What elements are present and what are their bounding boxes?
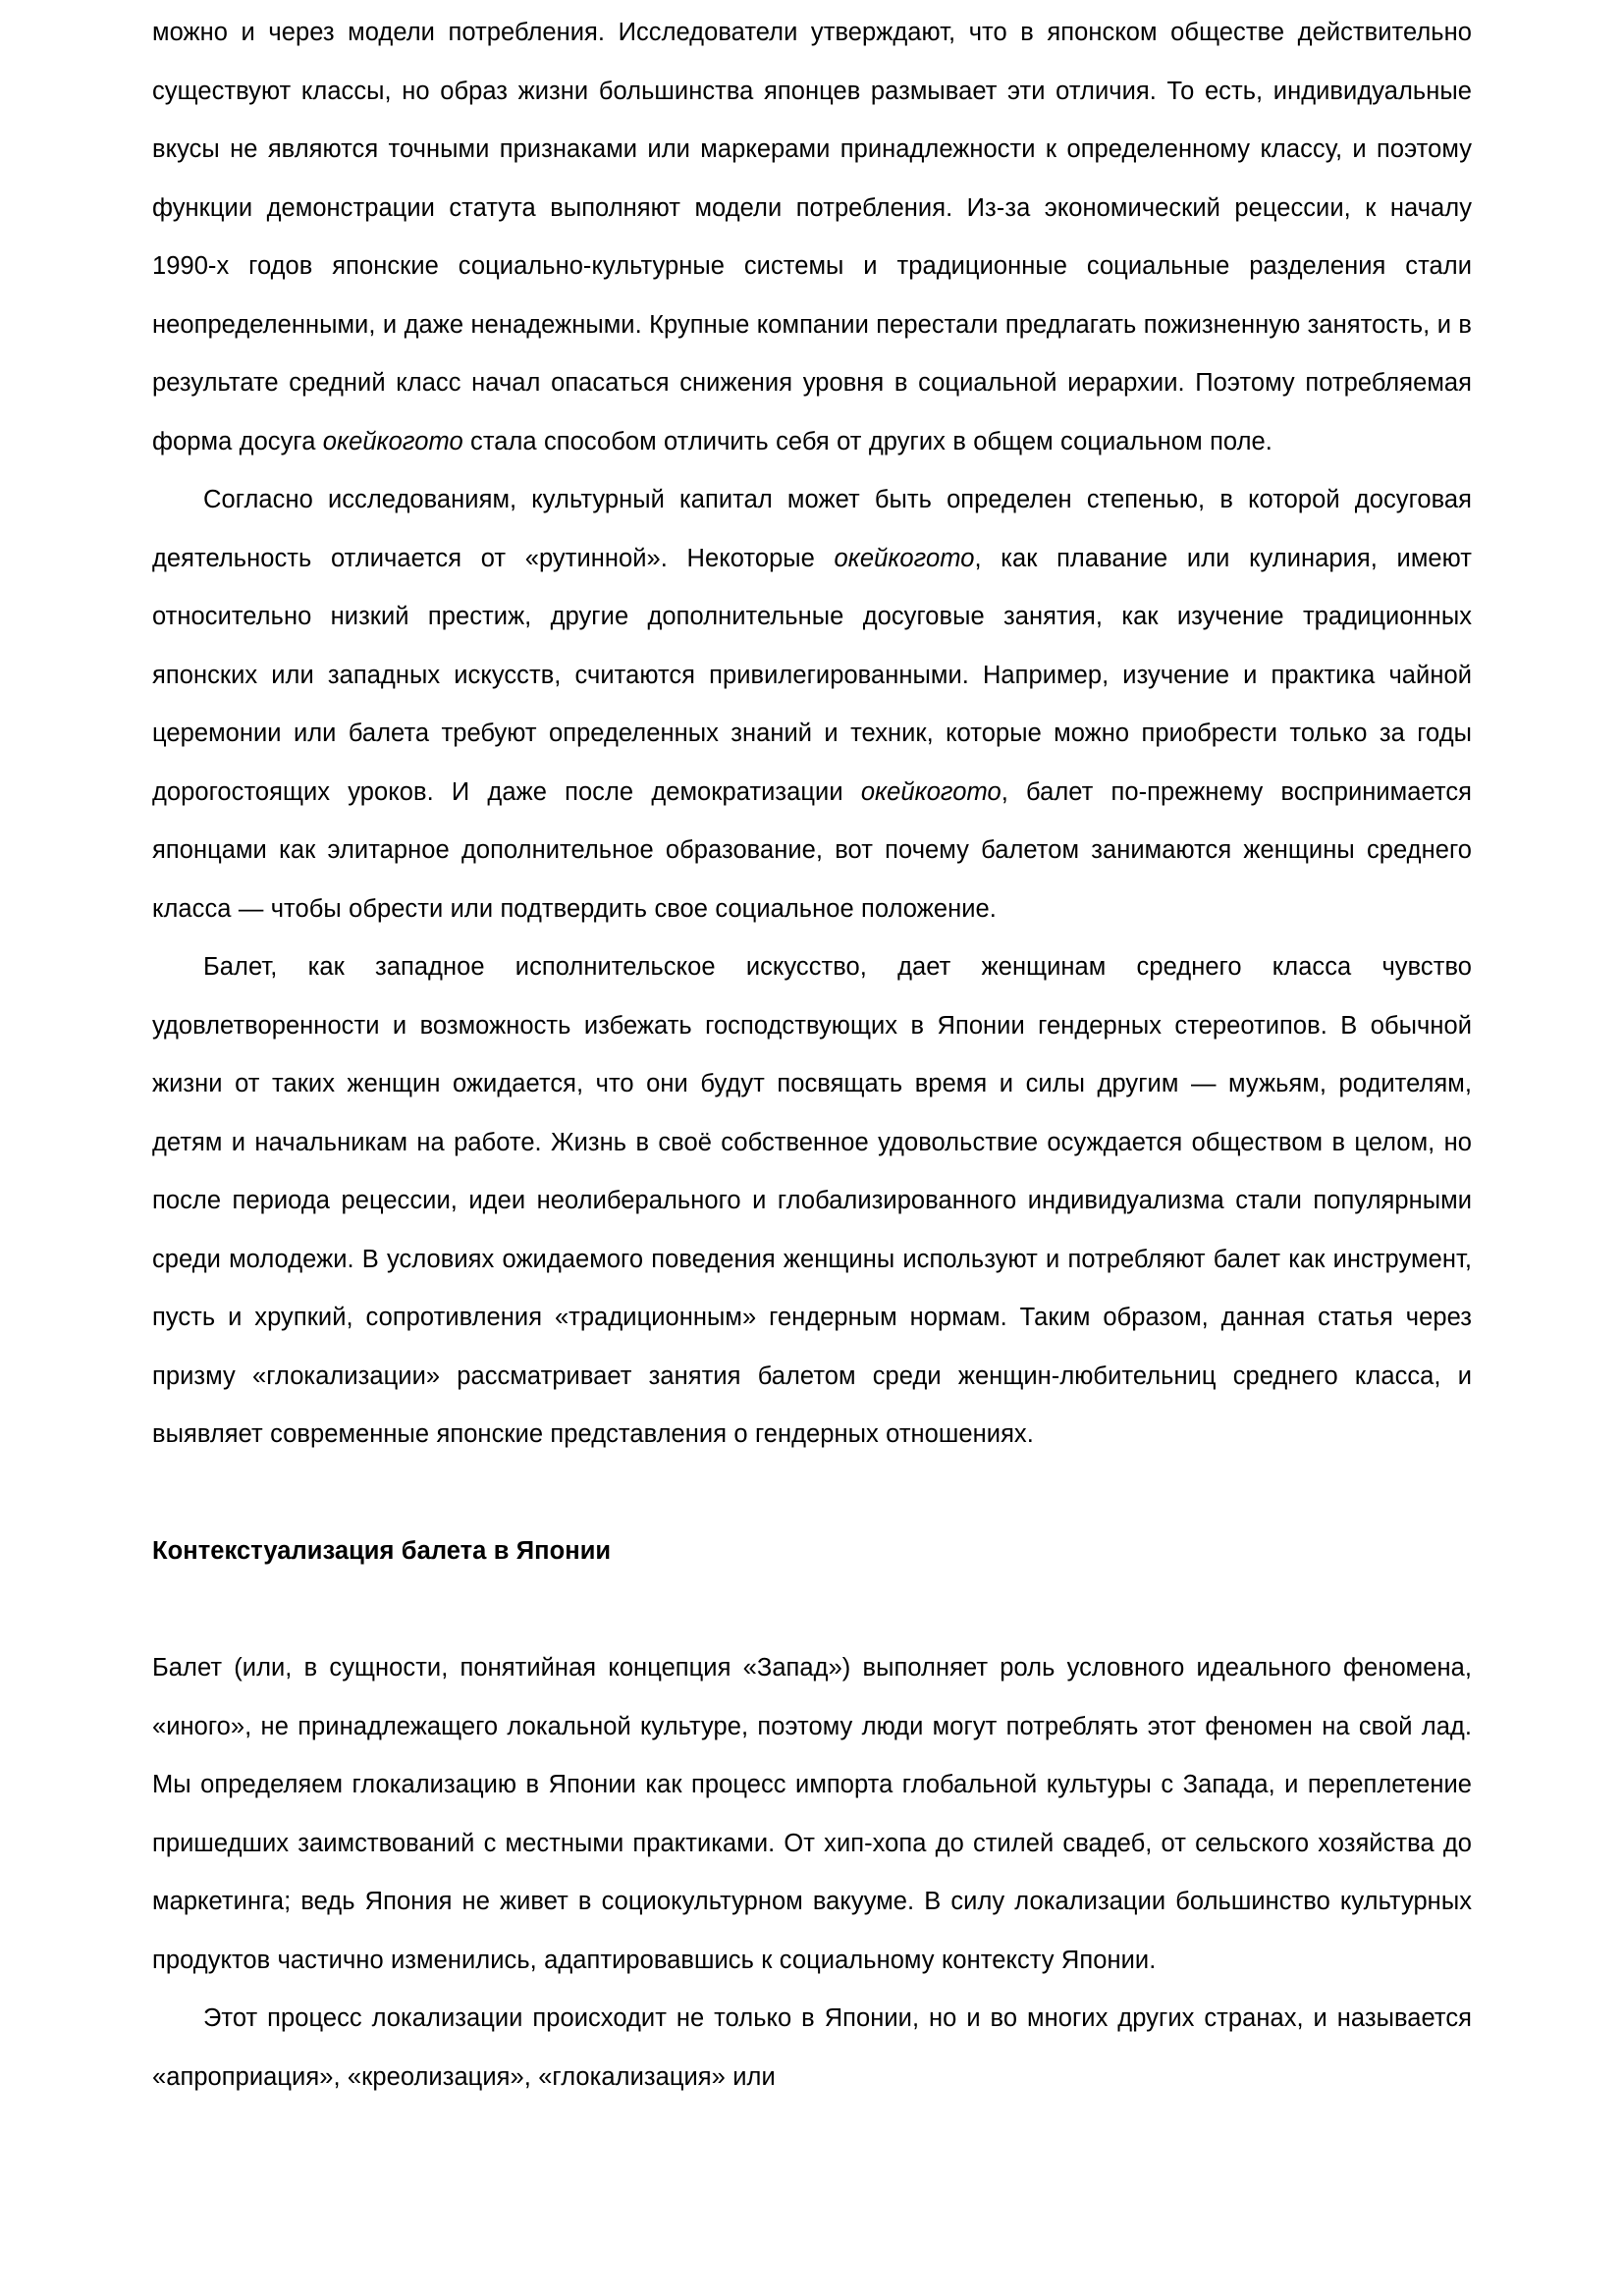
paragraph-localization-process: Этот процесс локализации происходит не только в Японии, но и во многих других странах, и называется «апроприация», «креолизация», «глокализация» или: [152, 2004, 1472, 2091]
section-heading-contextualization: Контекстуализация балета в Японии: [152, 1537, 612, 1565]
paragraph-cultural-capital: Согласно исследованиям, культурный капитал может быть определен степенью, в которой досуговая деятельность отличается от «рутинной». Некоторые окейкогото, как плавание или кулинария, имеют относительно низкий престиж, другие дополнительные досуговые занятия, как изучение традиционных японских или западных искусств, считаются привилегированными. Например, изучение и практика чайной церемонии или балета требуют определенных знаний и техник, которые можно приобрести только за годы дорогостоящих уроков. И даже после демократизации окейкогото, балет по-прежнему воспринимается японцами как элитарное дополнительное образование, вот почему балетом занимаются женщины среднего класса — чтобы обрести или подтвердить свое социальное положение.: [152, 486, 1472, 923]
section-gap-top: [152, 1465, 1472, 1523]
section-gap-bottom: [152, 1581, 1472, 1640]
paragraph-glocalization-definition: Балет (или, в сущности, понятийная концепция «Запад») выполняет роль условного идеального феномена, «иного», не принадлежащего локальной культуре, поэтому люди могут потреблять этот феномен на свой лад. Мы определяем глокализацию в Японии как процесс импорта глобальной культуры с Запада, и переплетение пришедших заимствований с местными практиками. От хип-хопа до стилей свадеб, от сельского хозяйства до маркетинга; ведь Япония не живет в социокультурном вакууме. В силу локализации большинство культурных продуктов частично изменились, адаптировавшись к социальному контексту Японии.: [152, 1654, 1472, 1974]
document-body: [152, 4, 1472, 2107]
paragraph-continued: можно и через модели потребления. Исследователи утверждают, что в японском обществе действительно существуют классы, но образ жизни большинства японцев размывает эти отличия. То есть, индивидуальные вкусы не являются точными признаками или маркерами принадлежности к определенному классу, и поэтому функции демонстрации статута выполняют модели потребления. Из-за экономический рецессии, к началу 1990-х годов японские социально-культурные системы и традиционные социальные разделения стали неопределенными, и даже ненадежными. Крупные компании перестали предлагать пожизненную занятость, и в результате средний класс начал опасаться снижения уровня в социальной иерархии. Поэтому потребляемая форма досуга окейкогото стала способом отличить себя от других в общем социальном поле.: [152, 19, 1472, 455]
italic-term: окейкогото: [860, 777, 1001, 806]
paragraph-ballet-women: Балет, как западное исполнительское искусство, дает женщинам среднего класса чувство удовлетворенности и возможность избежать господствующих в Японии гендерных стереотипов. В обычной жизни от таких женщин ожидается, что они будут посвящать время и силы другим — мужьям, родителям, детям и начальникам на работе. Жизнь в своё собственное удовольствие осуждается обществом в целом, но после периода рецессии, идеи неолиберального и глобализированного индивидуализма стали популярными среди молодежи. В условиях ожидаемого поведения женщины используют и потребляют балет как инструмент, пусть и хрупкий, сопротивления «традиционным» гендерным нормам. Таким образом, данная статья через призму «глокализации» рассматривает занятия балетом среди женщин-любительниц среднего класса, и выявляет современные японские представления о гендерных отношениях.: [152, 953, 1472, 1448]
italic-term: окейкогото: [322, 427, 463, 455]
italic-term: окейкогото: [834, 544, 975, 572]
